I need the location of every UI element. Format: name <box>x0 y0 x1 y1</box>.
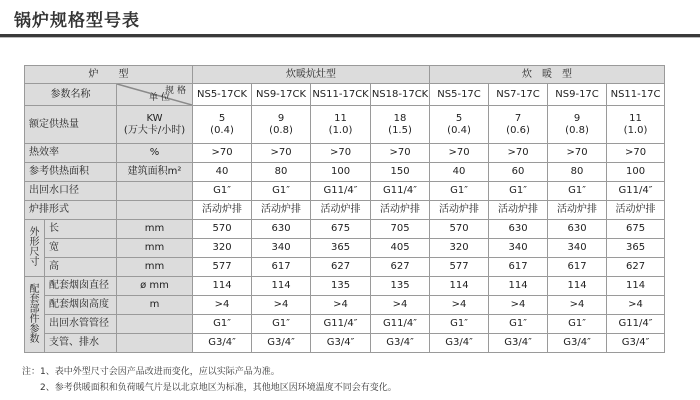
value-cell: G1″ <box>430 315 489 334</box>
value-cell: 627 <box>311 258 371 277</box>
value-cell: 114 <box>252 277 311 296</box>
value-cell: G1″ <box>489 315 548 334</box>
value-cell <box>430 106 489 144</box>
value-cell: G11/4″ <box>607 315 665 334</box>
unit-cell: 建筑面积m² <box>117 163 193 182</box>
value-cell: 活动炉排 <box>193 201 252 220</box>
value-cell <box>607 106 665 144</box>
kw-value: 5 <box>218 112 226 124</box>
value-cell: 114 <box>489 277 548 296</box>
value-cell: 577 <box>430 258 489 277</box>
row-branch <box>25 334 665 353</box>
row-label: 宽 <box>45 239 117 258</box>
kcal-value: (1.0) <box>623 124 648 136</box>
row-models <box>25 84 665 106</box>
value-cell: 活动炉排 <box>311 201 371 220</box>
row-label: 长 <box>45 220 117 239</box>
row-grate <box>25 201 665 220</box>
value-cell: >4 <box>607 296 665 315</box>
kw-value: 5 <box>455 112 463 124</box>
model-cell: NS7-17C <box>489 84 548 106</box>
value-cell <box>548 106 607 144</box>
value-cell: >4 <box>193 296 252 315</box>
value-cell: G3/4″ <box>548 334 607 353</box>
row-furnace-type <box>25 66 665 84</box>
value-cell: 320 <box>193 239 252 258</box>
value-cell: G11/4″ <box>311 315 371 334</box>
kcal-value: (1.0) <box>328 124 353 136</box>
group-cook-heat: 炊 暖 型 <box>430 66 665 84</box>
value-cell: 705 <box>371 220 430 239</box>
row-label: 支管、排水 <box>45 334 117 353</box>
unit-cell <box>117 106 193 144</box>
unit-top: KW <box>146 112 163 124</box>
value-cell: >70 <box>548 144 607 163</box>
value-cell: >70 <box>252 144 311 163</box>
value-cell: G3/4″ <box>430 334 489 353</box>
page-title: 锅炉规格型号表 <box>14 11 140 31</box>
value-cell <box>193 106 252 144</box>
value-cell: 60 <box>489 163 548 182</box>
value-cell: 40 <box>193 163 252 182</box>
group-cook-heat-kang: 炊暖炕灶型 <box>193 66 430 84</box>
model-cell: NS9-17CK <box>252 84 311 106</box>
note-1: 注：1、表中外型尺寸会因产品改进而变化，应以实际产品为准。 <box>22 367 280 377</box>
unit-cell <box>117 182 193 201</box>
value-cell: 活动炉排 <box>371 201 430 220</box>
header-rule-thin <box>0 37 700 38</box>
value-cell: G3/4″ <box>311 334 371 353</box>
kw-value: 9 <box>277 112 285 124</box>
kcal-value: (1.5) <box>388 124 412 136</box>
value-cell: 405 <box>371 239 430 258</box>
kw-value: 9 <box>573 112 581 124</box>
value-cell: >4 <box>311 296 371 315</box>
value-cell: G11/4″ <box>371 315 430 334</box>
kw-value: 11 <box>334 112 347 124</box>
value-cell: 570 <box>430 220 489 239</box>
model-cell: NS5-17CK <box>193 84 252 106</box>
value-cell: >70 <box>193 144 252 163</box>
value-cell: >70 <box>489 144 548 163</box>
value-cell <box>252 106 311 144</box>
value-cell: 100 <box>311 163 371 182</box>
group-char: 数 <box>29 333 40 345</box>
value-cell: >4 <box>371 296 430 315</box>
value-cell: 570 <box>193 220 252 239</box>
value-cell: 135 <box>311 277 371 296</box>
unit-cell <box>117 334 193 353</box>
model-cell: NS18-17CK <box>371 84 430 106</box>
row-flue_h <box>25 296 665 315</box>
row-label: 出回水管管径 <box>45 315 117 334</box>
value-cell: 活动炉排 <box>548 201 607 220</box>
row-label: 额定供热量 <box>25 106 117 144</box>
value-cell: G3/4″ <box>252 334 311 353</box>
row-width <box>25 239 665 258</box>
row-height <box>25 258 665 277</box>
value-cell: >4 <box>548 296 607 315</box>
row-label: 热效率 <box>25 144 117 163</box>
row-flue_dia <box>25 277 665 296</box>
value-cell: >4 <box>489 296 548 315</box>
note-2: 2、参考供暖面积和负荷暖气片是以北京地区为标准，其他地区因环境温度不同会有变化。 <box>40 383 397 393</box>
value-cell: 630 <box>548 220 607 239</box>
param-name-label: 参数名称 <box>25 84 117 106</box>
row-label: 配套烟囱直径 <box>45 277 117 296</box>
value-cell: >70 <box>607 144 665 163</box>
value-cell: 340 <box>489 239 548 258</box>
value-cell: 114 <box>430 277 489 296</box>
value-cell: G3/4″ <box>607 334 665 353</box>
value-cell: G3/4″ <box>489 334 548 353</box>
group-char: 形 <box>29 237 40 248</box>
unit-cell: mm <box>117 220 193 239</box>
value-cell: 675 <box>311 220 371 239</box>
unit-cell <box>117 201 193 220</box>
value-cell: G1″ <box>252 315 311 334</box>
group-char: 参 <box>29 323 40 335</box>
unit-label: 单 位 <box>149 93 170 103</box>
row-label: 配套烟囱高度 <box>45 296 117 315</box>
value-cell: 320 <box>430 239 489 258</box>
unit-cell: ø mm <box>117 277 193 296</box>
value-cell: G1″ <box>193 182 252 201</box>
value-cell: 40 <box>430 163 489 182</box>
model-cell: NS11-17CK <box>311 84 371 106</box>
value-cell: 150 <box>371 163 430 182</box>
spec-table <box>24 65 665 353</box>
value-cell: 活动炉排 <box>489 201 548 220</box>
value-cell: 80 <box>548 163 607 182</box>
value-cell: 114 <box>607 277 665 296</box>
group-char: 尺 <box>29 247 40 258</box>
value-cell: G11/4″ <box>311 182 371 201</box>
row-label: 出回水口径 <box>25 182 117 201</box>
value-cell: G1″ <box>548 315 607 334</box>
value-cell: >4 <box>252 296 311 315</box>
value-cell: 135 <box>371 277 430 296</box>
notes <box>22 364 397 396</box>
value-cell <box>489 106 548 144</box>
row-pipe <box>25 315 665 334</box>
unit-cell <box>117 315 193 334</box>
value-cell: 80 <box>252 163 311 182</box>
value-cell: G1″ <box>193 315 252 334</box>
value-cell: G11/4″ <box>607 182 665 201</box>
row-label: 高 <box>45 258 117 277</box>
kcal-value: (0.4) <box>447 124 471 136</box>
value-cell: 577 <box>193 258 252 277</box>
page-header <box>0 0 700 38</box>
unit-cell: % <box>117 144 193 163</box>
value-cell: 617 <box>548 258 607 277</box>
row-label: 炉排形式 <box>25 201 117 220</box>
value-cell: 365 <box>311 239 371 258</box>
kw-value: 11 <box>629 112 642 124</box>
group-label-fittings <box>25 277 45 353</box>
group-char: 外 <box>29 227 40 238</box>
value-cell: G11/4″ <box>371 182 430 201</box>
kcal-value: (0.6) <box>506 124 530 136</box>
row-efficiency <box>25 144 665 163</box>
row-water <box>25 182 665 201</box>
kcal-value: (0.8) <box>269 124 293 136</box>
value-cell: G1″ <box>489 182 548 201</box>
row-label: 参考供热面积 <box>25 163 117 182</box>
row-length <box>25 220 665 239</box>
value-cell: >70 <box>371 144 430 163</box>
value-cell: 活动炉排 <box>252 201 311 220</box>
value-cell: G3/4″ <box>371 334 430 353</box>
value-cell: 617 <box>252 258 311 277</box>
value-cell: 114 <box>193 277 252 296</box>
kw-value: 7 <box>514 112 522 124</box>
value-cell: 627 <box>607 258 665 277</box>
value-cell: 617 <box>489 258 548 277</box>
group-char: 寸 <box>29 257 40 268</box>
row-power <box>25 106 665 144</box>
value-cell: >4 <box>430 296 489 315</box>
value-cell: 675 <box>607 220 665 239</box>
model-cell: NS11-17C <box>607 84 665 106</box>
value-cell: 340 <box>548 239 607 258</box>
value-cell: >70 <box>430 144 489 163</box>
value-cell: G3/4″ <box>193 334 252 353</box>
group-char: 部 <box>29 303 40 315</box>
value-cell: G1″ <box>548 182 607 201</box>
value-cell: 100 <box>607 163 665 182</box>
value-cell: 活动炉排 <box>430 201 489 220</box>
group-char: 件 <box>29 313 40 325</box>
kw-value: 18 <box>393 112 407 124</box>
model-cell: NS9-17C <box>548 84 607 106</box>
value-cell: 627 <box>371 258 430 277</box>
value-cell: 活动炉排 <box>607 201 665 220</box>
value-cell: 365 <box>607 239 665 258</box>
value-cell: G1″ <box>430 182 489 201</box>
group-label-dimensions <box>25 220 45 277</box>
value-cell: >70 <box>311 144 371 163</box>
spec-unit-cell <box>117 84 193 106</box>
value-cell: 630 <box>489 220 548 239</box>
model-cell: NS5-17C <box>430 84 489 106</box>
group-char: 配 <box>29 283 40 295</box>
kcal-value: (0.4) <box>210 124 234 136</box>
value-cell <box>311 106 371 144</box>
spec-label: 规 格 <box>165 86 187 96</box>
furnace-type-label: 炉 型 <box>25 66 193 84</box>
unit-cell: mm <box>117 239 193 258</box>
value-cell: 630 <box>252 220 311 239</box>
value-cell <box>371 106 430 144</box>
value-cell: 114 <box>548 277 607 296</box>
unit-cell: mm <box>117 258 193 277</box>
value-cell: 340 <box>252 239 311 258</box>
unit-bottom: (万大卡/小时) <box>123 124 186 136</box>
group-char: 套 <box>29 293 40 305</box>
value-cell: G1″ <box>252 182 311 201</box>
row-area <box>25 163 665 182</box>
unit-cell: m <box>117 296 193 315</box>
kcal-value: (0.8) <box>565 124 589 136</box>
